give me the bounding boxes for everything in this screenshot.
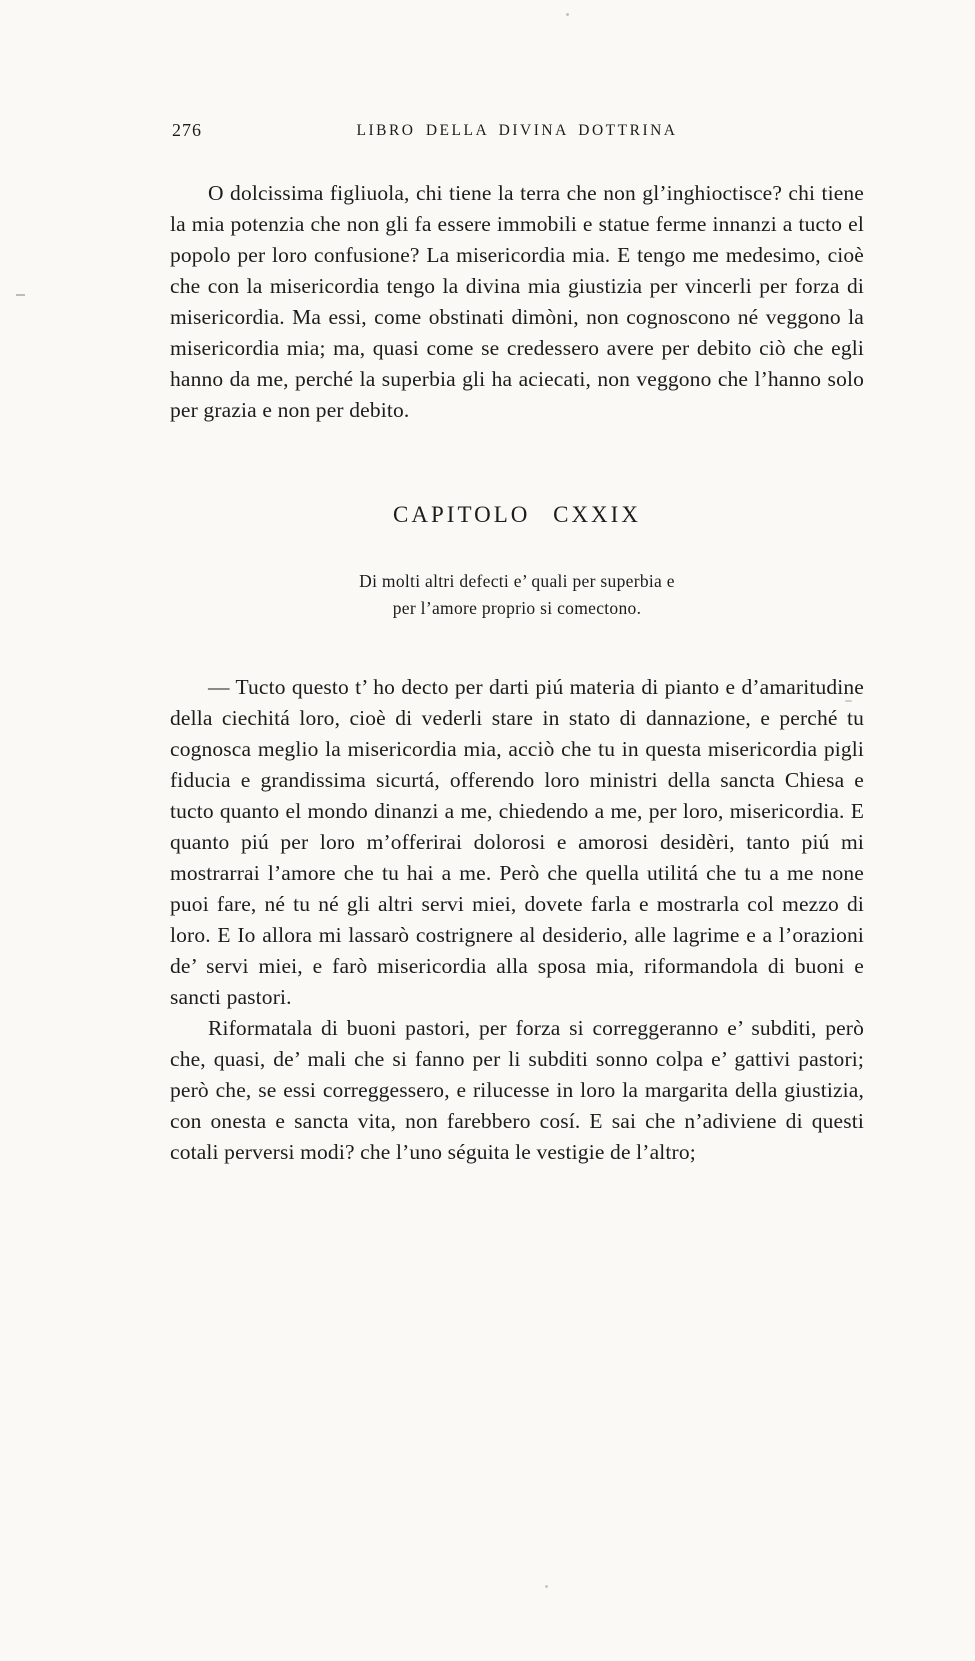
chapter-subtitle-line-2: per l’amore proprio si comectono. (392, 598, 642, 618)
page-number: 276 (172, 120, 202, 140)
running-header (170, 120, 864, 144)
scan-artifact-dash (16, 294, 25, 296)
paragraph-3: Riformatala di buoni pastori, per forza si correggeranno e’ subditi, però che, quasi, de’ mali che si fanno per li subditi sonno colpa e’ gattivi pastori; però che, se essi correggessero, e rilucesse in loro la margarita della giustizia, con onesta e sancta vita, non farebbero cosí. E sai che n’adiviene di questi cotali perversi modi? che l’uno séguita le vestigie de l’altro; (170, 1016, 864, 1164)
chapter-heading: CAPITOLO CXXIX (393, 502, 641, 527)
paragraph-2: — Tucto questo t’ ho decto per darti piú materia di pianto e d’amaritudine della ciechitá loro, cioè di vederli stare in stato di dannazione, e perché tu cognosca meglio la misericordia mia, acciò che tu in questa misericordia pigli fiducia e grandissima sicurtá, offerendo loro ministri della sancta Chiesa e tucto quanto el mondo dinanzi a me, chiedendo a me, per loro, misericordia. E quanto piú per loro m’offerirai dolorosi e amorosi desidèri, tanto piú mi mostrarrai l’amore che tu hai a me. Però che quella utilitá che tu a me none puoi fare, né tu né gli altri servi miei, dovete farla e mostrarla col mezzo di loro. E Io allora mi lassarò costrignere al desiderio, alle lagrime e a l’orazioni de’ servi miei, e farò misericordia alla sposa mia, riformandola di buoni e sancti pastori. (170, 675, 864, 1009)
text-column (170, 120, 864, 1168)
running-title: LIBRO DELLA DIVINA DOTTRINA (356, 122, 678, 139)
chapter-subtitle (170, 568, 864, 622)
paragraph-1: O dolcissima figliuola, chi tiene la terra che non gl’inghioctisce? chi tiene la mia potenzia che non gli fa essere immobili e statue ferme innanzi a tucto el popolo per loro confusione? La misericordia mia. E tengo me medesimo, cioè che con la misericordia tengo la divina mia giustizia per vincerli per forza di misericordia. Ma essi, come obstinati dimòni, non cognoscono né veggono la misericordia mia; ma, quasi come se credessero avere per debito ciò che egli hanno da me, perché la superbia gli ha aciecati, non veggono che l’hanno solo per grazia e non per debito. (170, 181, 864, 422)
scan-artifact-dot (566, 13, 569, 16)
chapter-subtitle-line-1: Di molti altri defecti e’ quali per superbia e (359, 571, 675, 591)
scan-artifact-dot (545, 1585, 548, 1588)
